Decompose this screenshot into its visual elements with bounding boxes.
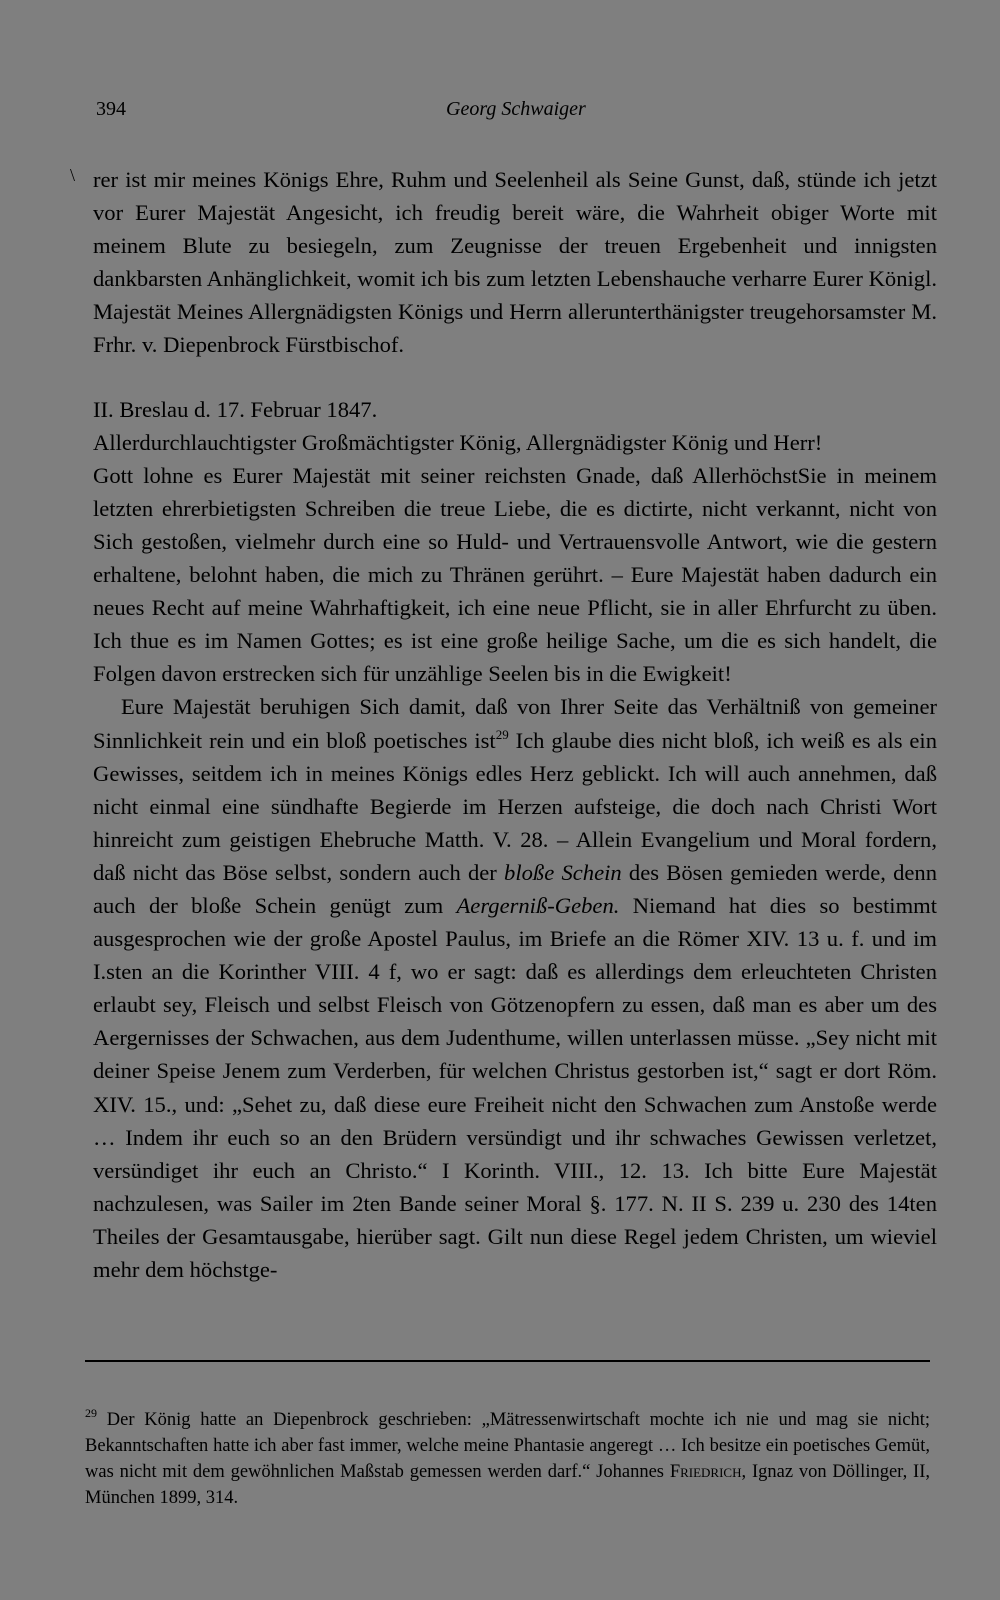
main-text [93, 163, 937, 1286]
paragraph-text: Niemand hat dies so bestimmt ausgesprochen wie der große Apostel Paulus, im Briefe an die Römer XIV. 13 u. f. und im I.sten an die Korinther VIII. 4 f, wo er sagt: daß es allerdings dem erleuchteten Christen erlaubt sey, Fleisch und selbst Fleisch von Götzenopfern zu essen, daß man es aber um des Aergernisses der Schwachen, aus dem Judenthume, willen unterlassen müsse. „Sey nicht mit deiner Speise Jenem zum Verderben, für welchen Christus gestorben ist,“ sagt er dort Röm. XIV. 15., und: „Sehet zu, daß diese eure Freiheit nicht den Schwachen zum Anstoße werde … Indem ihr euch so an den Brüdern versündigt und ihr schwaches Gewissen verletzet, versündiget ihr euch an Christo.“ I Korinth. VIII., 12. 13. Ich bitte Eure Majestät nachzulesen, was Sailer im 2ten Bande seiner Moral §. 177. N. II S. 239 u. 230 des 14ten Theiles der Gesamtausgabe, hierüber sagt. Gilt nun diese Regel jedem Christen, um wieviel mehr dem höchstge- [93, 892, 937, 1282]
page-number: 394 [96, 98, 126, 120]
letter2-salutation: Allerdurchlauchtigster Großmächtigster König, Allergnädigster König und Herr! [93, 429, 823, 455]
letter2-paragraph-1: Gott lohne es Eurer Majestät mit seiner reichsten Gnade, daß AllerhöchstSie in meinem letzten ehrerbietigsten Schreiben die treue Liebe, die es dictirte, nicht verkannt, nicht von Sich gestoßen, vielmehr durch eine so Huld- und Vertrauensvolle Antwort, wie die gestern erhaltene, belohnt haben, die mich zu Thränen gerührt. – Eure Majestät haben dadurch ein neues Recht auf meine Wahrhaftigkeit, ich eine neue Pflicht, sie in aller Ehrfurcht zu üben. Ich thue es im Namen Gottes; es ist eine große heilige Sache, um die es sich handelt, die Folgen davon erstrecken sich für unzählige Seelen bis in die Ewigkeit! [93, 462, 937, 687]
paragraph-text: Eure Majestät beruhigen Sich damit, daß von Ihrer Seite das Verhältniß von gemeiner Sinnlichkeit rein und ein bloß poetisches ist [93, 694, 937, 753]
section-gap [93, 362, 937, 393]
footnote-reference: 29 [495, 726, 509, 742]
stray-mark: \ [70, 165, 76, 185]
footnote-number: 29 [85, 1406, 97, 1420]
letter2-heading: II. Breslau d. 17. Februar 1847. [93, 396, 378, 422]
footnote-divider [85, 1360, 930, 1362]
running-head: Georg Schwaiger [446, 98, 586, 120]
emphasis-text: bloße Schein [504, 859, 622, 885]
footnote-text: , Ignaz von Döllinger, II, München 1899, 314. [85, 1462, 930, 1508]
paragraph-text: Ich glaube dies nicht bloß, ich weiß es als ein Gewisses, seitdem ich in meines Königs edles Herz geblickt. Ich will auch annehmen, daß nicht einmal eine sündhafte Begierde im Herzen aufsteige, die doch nach Christi Wort hinreicht zum geistigen Ehebruche Matth. V. 28. – Allein Evangelium und Moral fordern, daß nicht das Böse selbst, sondern auch der [93, 727, 937, 885]
letter2-paragraph-2 [93, 690, 937, 1286]
emphasis-text: Aergerniß-Geben. [456, 892, 620, 918]
footnote-text: Der König hatte an Diepenbrock geschrieben: „Mätressenwirtschaft mochte ich nie und mag sie nicht; Bekanntschaften hatte ich aber fast immer, welche meine Phantasie angeregt … Ich besitze ein poetisches Gemüt, was nicht mit dem gewöhnlichen Maßstab gemessen werden darf.“ Johannes [85, 1410, 930, 1482]
footnote-29 [85, 1407, 930, 1511]
letter1-closing-paragraph: rer ist mir meines Königs Ehre, Ruhm und Seelenheil als Seine Gunst, daß, stünde ich jetzt vor Eurer Majestät Angesicht, ich freudig bereit wäre, die Wahrheit obiger Worte mit meinem Blute zu besiegeln, zum Zeugnisse der treuen Ergebenheit und innigsten dankbarsten Anhänglichkeit, womit ich bis zum letzten Lebenshauche verharre Eurer Königl. Majestät Meines Allergnädigsten Königs und Herrn allerunterthänigster treugehorsamster M. Frhr. v. Diepenbrock Fürstbischof. [93, 167, 937, 358]
paragraph-text: des Bösen gemieden werde, denn auch der bloße Schein genügt zum [93, 859, 938, 918]
footnote-author: Friedrich [669, 1462, 742, 1482]
footnotes [85, 1407, 930, 1511]
